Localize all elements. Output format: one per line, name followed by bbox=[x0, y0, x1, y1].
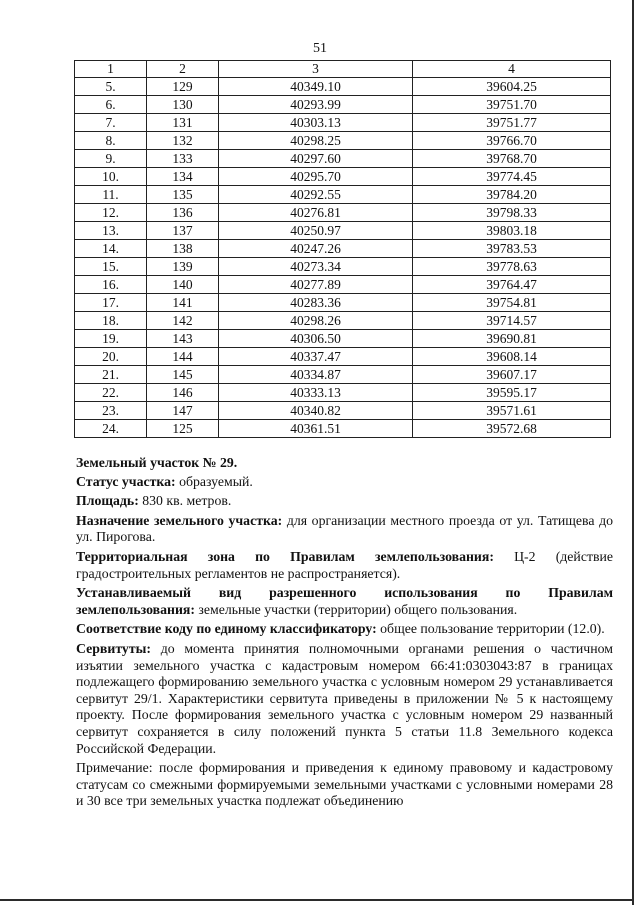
table-cell: 39764.47 bbox=[413, 276, 611, 294]
table-cell: 39784.20 bbox=[413, 186, 611, 204]
table-cell: 40298.26 bbox=[219, 312, 413, 330]
zone-value: Ц-2 (действие градостроительных регламентов не распространяется). bbox=[76, 548, 613, 581]
table-cell: 39607.17 bbox=[413, 366, 611, 384]
table-cell: 39751.77 bbox=[413, 114, 611, 132]
table-cell: 5. bbox=[75, 78, 147, 96]
table-row bbox=[75, 402, 611, 420]
table-cell: 39798.33 bbox=[413, 204, 611, 222]
table-cell: 18. bbox=[75, 312, 147, 330]
table-row bbox=[75, 258, 611, 276]
table-cell: 125 bbox=[147, 420, 219, 438]
table-row bbox=[75, 96, 611, 114]
table-row bbox=[75, 312, 611, 330]
table-cell: 14. bbox=[75, 240, 147, 258]
table-cell: 22. bbox=[75, 384, 147, 402]
table-cell: 39572.68 bbox=[413, 420, 611, 438]
plot-purpose bbox=[76, 513, 613, 546]
table-cell: 39803.18 bbox=[413, 222, 611, 240]
table-cell: 40276.81 bbox=[219, 204, 413, 222]
table-row bbox=[75, 366, 611, 384]
table-cell: 7. bbox=[75, 114, 147, 132]
table-cell: 40292.55 bbox=[219, 186, 413, 204]
table-cell: 13. bbox=[75, 222, 147, 240]
page-frame-right bbox=[632, 0, 634, 905]
table-cell: 39774.45 bbox=[413, 168, 611, 186]
area-label: Площадь: bbox=[76, 493, 139, 509]
status-label: Статус участка: bbox=[76, 473, 176, 489]
table-cell: 39783.53 bbox=[413, 240, 611, 258]
table-cell: 135 bbox=[147, 186, 219, 204]
table-row bbox=[75, 78, 611, 96]
plot-area bbox=[76, 493, 613, 510]
plot-use bbox=[76, 585, 613, 618]
plot-servitude bbox=[76, 641, 613, 757]
table-cell: 40293.99 bbox=[219, 96, 413, 114]
table-cell: 139 bbox=[147, 258, 219, 276]
table-row bbox=[75, 204, 611, 222]
use-label: Устанавливаемый вид разрешенного использования по Правилам землепользования: bbox=[76, 585, 613, 617]
table-row bbox=[75, 114, 611, 132]
table-cell: 144 bbox=[147, 348, 219, 366]
table-cell: 140 bbox=[147, 276, 219, 294]
table-cell: 12. bbox=[75, 204, 147, 222]
table-cell: 39766.70 bbox=[413, 132, 611, 150]
table-cell: 6. bbox=[75, 96, 147, 114]
table-cell: 39754.81 bbox=[413, 294, 611, 312]
table-cell: 20. bbox=[75, 348, 147, 366]
plot-note: Примечание: после формирования и приведения к единому правовому и кадастровому статусам со смежными формируемыми земельными участками с условными номерами 28 и 30 все три земельных участка подлежат объединению bbox=[76, 760, 613, 809]
table-row bbox=[75, 168, 611, 186]
table-row bbox=[75, 276, 611, 294]
table-cell: 40297.60 bbox=[219, 150, 413, 168]
table-cell: 40349.10 bbox=[219, 78, 413, 96]
table-row bbox=[75, 330, 611, 348]
table-cell: 136 bbox=[147, 204, 219, 222]
table-cell: 39571.61 bbox=[413, 402, 611, 420]
table-row bbox=[75, 150, 611, 168]
table-cell: 39595.17 bbox=[413, 384, 611, 402]
plot-code bbox=[76, 621, 613, 638]
table-row bbox=[75, 186, 611, 204]
table-cell: 39690.81 bbox=[413, 330, 611, 348]
page-frame-bottom bbox=[0, 899, 634, 901]
table-cell: 40277.89 bbox=[219, 276, 413, 294]
table-cell: 40283.36 bbox=[219, 294, 413, 312]
table-cell: 17. bbox=[75, 294, 147, 312]
use-value: земельные участки (территории) общего пользования. bbox=[194, 601, 518, 617]
table-cell: 131 bbox=[147, 114, 219, 132]
table-cell: 40273.34 bbox=[219, 258, 413, 276]
table-cell: 129 bbox=[147, 78, 219, 96]
table-cell: 134 bbox=[147, 168, 219, 186]
column-header: 1 bbox=[75, 61, 147, 78]
column-header: 3 bbox=[219, 61, 413, 78]
table-cell: 142 bbox=[147, 312, 219, 330]
table-cell: 132 bbox=[147, 132, 219, 150]
table-cell: 143 bbox=[147, 330, 219, 348]
table-cell: 40247.26 bbox=[219, 240, 413, 258]
column-header: 2 bbox=[147, 61, 219, 78]
table-cell: 40303.13 bbox=[219, 114, 413, 132]
table-body bbox=[75, 78, 611, 438]
table-cell: 39778.63 bbox=[413, 258, 611, 276]
table-cell: 21. bbox=[75, 366, 147, 384]
zone-label: Территориальная зона по Правилам землепользования: bbox=[76, 548, 494, 564]
table-cell: 19. bbox=[75, 330, 147, 348]
table-row bbox=[75, 294, 611, 312]
code-label: Соответствие коду по единому классификатору: bbox=[76, 621, 377, 637]
table-cell: 16. bbox=[75, 276, 147, 294]
table-cell: 141 bbox=[147, 294, 219, 312]
coordinates-table bbox=[74, 60, 611, 438]
table-cell: 147 bbox=[147, 402, 219, 420]
table-cell: 145 bbox=[147, 366, 219, 384]
plot-heading: Земельный участок № 29. bbox=[76, 455, 238, 470]
table-cell: 39604.25 bbox=[413, 78, 611, 96]
servitude-value: до момента принятия полномочными органами решения о частичном изъятии земельного участка с кадастровым номером 66:41:0303043:87 в границах подлежащего формированию земельного участка с условным номером 29 устанавливается сервитут 29/1. Характеристики сервитута приведены в приложении № 5 к настоящему проекту. После формирования земельного участка с условным номером 29 названный сервитут сохраняется в силу положений пункта 5 статьи 11.8 Земельного кодекса Российской Федерации. bbox=[76, 640, 613, 756]
servitude-label: Сервитуты: bbox=[76, 640, 151, 656]
status-value: образуемый. bbox=[175, 473, 253, 489]
purpose-label: Назначение земельного участка: bbox=[76, 512, 283, 528]
plot-status bbox=[76, 474, 613, 491]
table-cell: 40333.13 bbox=[219, 384, 413, 402]
table-cell: 9. bbox=[75, 150, 147, 168]
table-cell: 40337.47 bbox=[219, 348, 413, 366]
table-cell: 10. bbox=[75, 168, 147, 186]
area-value: 830 кв. метров. bbox=[138, 493, 232, 509]
plot-zone bbox=[76, 549, 613, 582]
table-cell: 15. bbox=[75, 258, 147, 276]
column-header: 4 bbox=[413, 61, 611, 78]
table-cell: 8. bbox=[75, 132, 147, 150]
table-cell: 40250.97 bbox=[219, 222, 413, 240]
table-header-row bbox=[75, 61, 611, 78]
page-number: 51 bbox=[313, 41, 327, 56]
table-cell: 40298.25 bbox=[219, 132, 413, 150]
table-row bbox=[75, 348, 611, 366]
code-value: общее пользование территории (12.0). bbox=[376, 621, 605, 637]
table-cell: 11. bbox=[75, 186, 147, 204]
table-cell: 133 bbox=[147, 150, 219, 168]
table-cell: 39751.70 bbox=[413, 96, 611, 114]
table-row bbox=[75, 240, 611, 258]
table-cell: 40340.82 bbox=[219, 402, 413, 420]
table-cell: 39608.14 bbox=[413, 348, 611, 366]
table-cell: 40361.51 bbox=[219, 420, 413, 438]
table-cell: 24. bbox=[75, 420, 147, 438]
table-row bbox=[75, 420, 611, 438]
table-row bbox=[75, 384, 611, 402]
table-cell: 39714.57 bbox=[413, 312, 611, 330]
table-cell: 40334.87 bbox=[219, 366, 413, 384]
plot-description bbox=[76, 455, 613, 813]
table-cell: 39768.70 bbox=[413, 150, 611, 168]
table-cell: 138 bbox=[147, 240, 219, 258]
purpose-value: для организации местного проезда от ул. Татищева до ул. Пирогова. bbox=[76, 512, 613, 545]
table-row bbox=[75, 222, 611, 240]
table-cell: 137 bbox=[147, 222, 219, 240]
table-cell: 40306.50 bbox=[219, 330, 413, 348]
table-cell: 130 bbox=[147, 96, 219, 114]
table-cell: 40295.70 bbox=[219, 168, 413, 186]
table-cell: 23. bbox=[75, 402, 147, 420]
table-row bbox=[75, 132, 611, 150]
table-cell: 146 bbox=[147, 384, 219, 402]
